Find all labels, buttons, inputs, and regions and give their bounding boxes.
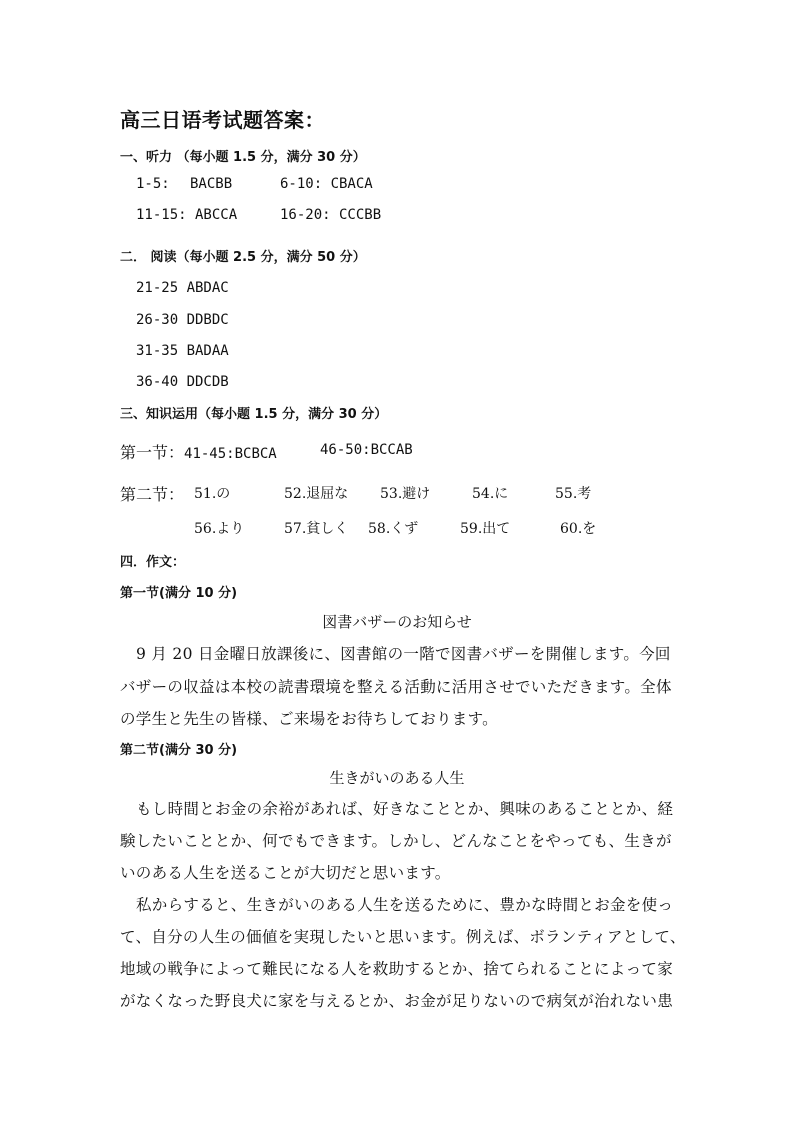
answer-range: 1-5: bbox=[136, 176, 170, 192]
answer-item: 57.貧しく bbox=[284, 521, 349, 537]
answer-row: 26-30 DDBDC bbox=[136, 312, 229, 328]
essay-line: の学生と先生の皆様、ご来場をお待ちしております。 bbox=[120, 710, 498, 728]
answer-item: 53.避け bbox=[380, 486, 431, 502]
answer-item: 51.の bbox=[194, 486, 231, 502]
answer-value: BACBB bbox=[190, 176, 233, 192]
part-label: 第二节： bbox=[120, 485, 185, 504]
essay-line: 地域の戦争によって難民になる人を救助するとか、捨てられることによって家 bbox=[120, 960, 674, 978]
answer-group: 46-50:BCCAB bbox=[320, 442, 413, 458]
subsection-heading: 第二节(满分 30 分) bbox=[120, 743, 238, 758]
answer-row: 36-40 DDCDB bbox=[136, 374, 229, 390]
answer-row: 21-25 ABDAC bbox=[136, 280, 229, 296]
essay-line: バザーの収益は本校の読書環境を整える活動に活用させでいただきます。全体 bbox=[120, 678, 672, 696]
essay-title: 生きがいのある人生 bbox=[329, 769, 465, 787]
section-heading-reading: 二． 阅读（每小题 2.5 分，满分 50 分） bbox=[120, 250, 366, 265]
knowledge-part2-row2 bbox=[194, 518, 597, 538]
answer-item: 60.を bbox=[560, 521, 597, 537]
answer-group: 16-20: CCCBB bbox=[280, 207, 382, 223]
answer-item: 56.より bbox=[194, 521, 245, 537]
part-label: 第一节： bbox=[120, 443, 185, 462]
essay-line: もし時間とお金の余裕があれば、好きなこととか、興味のあることとか、経 bbox=[136, 800, 674, 818]
page-title: 高三日语考试题答案： bbox=[120, 108, 325, 132]
knowledge-part2-row1 bbox=[120, 482, 592, 505]
section-heading-knowledge: 三、知识运用（每小题 1.5 分，满分 30 分） bbox=[120, 407, 388, 422]
subsection-heading: 第一节(满分 10 分) bbox=[120, 586, 238, 601]
essay-line: いのある人生を送ることが大切だと思います。 bbox=[120, 864, 451, 882]
answer-item: 52.退屈な bbox=[284, 486, 349, 502]
answer-row bbox=[136, 176, 373, 192]
answer-row bbox=[136, 207, 382, 223]
answer-item: 58.くず bbox=[368, 521, 419, 537]
answer-group: 6-10: CBACA bbox=[280, 176, 373, 192]
answer-group: 41-45:BCBCA bbox=[184, 446, 277, 462]
answer-item: 54.に bbox=[472, 486, 509, 502]
essay-title: 図書バザーのお知らせ bbox=[322, 613, 472, 631]
essay-line: て、自分の人生の価値を実現したいと思います。例えば、ボランティアとして、 bbox=[120, 928, 686, 946]
essay-line: 私からすると、生きがいのある人生を送るために、豊かな時間とお金を使っ bbox=[136, 896, 674, 914]
essay-line: 9 月 20 日金曜日放課後に、図書館の一階で図書バザーを開催します。今回 bbox=[136, 645, 671, 663]
section-heading-writing: 四．作文： bbox=[120, 555, 186, 570]
essay-line: 験したいこととか、何でもできます。しかし、どんなことをやっても、生きが bbox=[120, 832, 672, 850]
answer-group: 11-15: ABCCA bbox=[136, 207, 238, 223]
answer-item: 59.出て bbox=[460, 521, 511, 537]
answer-row: 31-35 BADAA bbox=[136, 343, 229, 359]
knowledge-part1 bbox=[120, 440, 413, 463]
answer-item: 55.考 bbox=[555, 486, 592, 502]
essay-line: がなくなった野良犬に家を与えるとか、お金が足りないので病気が治れない患 bbox=[120, 992, 674, 1010]
section-heading-listening: 一、听力 （每小题 1.5 分，满分 30 分） bbox=[120, 150, 366, 165]
